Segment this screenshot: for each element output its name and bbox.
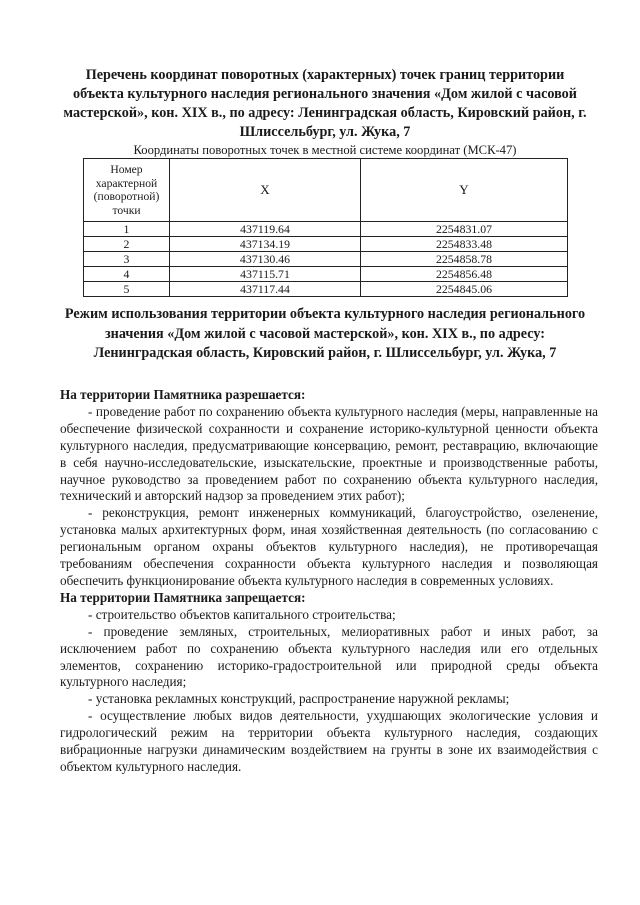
cell-x: 437134.19: [170, 237, 361, 252]
cell-y: 2254856.48: [361, 267, 568, 282]
cell-x: 437117.44: [170, 282, 361, 297]
table-row: [84, 252, 568, 267]
header-x: X: [170, 159, 361, 222]
allowed-item: - проведение работ по сохранению объекта культурного наследия (меры, направленные на обеспечение физической сохранности и сохранение историко-культурной ценности объекта культурного наследия, предусматривающие консервацию, ремонт, реставрацию, включающие в себя научно-исследовательские, изыскательские, проектные и производственные работы, научное руководство за проведением работ по сохранению объекта культурного наследия, технический и авторский надзор за проведением этих работ);: [60, 403, 598, 504]
forbidden-heading: На территории Памятника запрещается:: [60, 589, 306, 605]
table-row: [84, 222, 568, 237]
cell-y: 2254845.06: [361, 282, 568, 297]
cell-point: 2: [84, 237, 170, 252]
cell-x: 437130.46: [170, 252, 361, 267]
coords-caption: Координаты поворотных точек в местной системе координат (МСК-47): [133, 143, 517, 157]
regime-title: Режим использования территории объекта культурного наследия регионального значения «Дом жилой с часовой мастерской», кон. XIX в., по адресу: Ленинградская область, Кировский район, г. Шлиссельбург, ул. Жука, 7: [64, 306, 586, 361]
forbidden-item: - осуществление любых видов деятельности, ухудшающих экологические условия и гидрологический режим на территории объекта культурного наследия, создающих вибрационные нагрузки динамическим воздействием на грунты в зоне их взаимодействия с объектом культурного наследия.: [60, 708, 598, 774]
cell-point: 5: [84, 282, 170, 297]
forbidden-item: - строительство объектов капитального строительства;: [88, 606, 396, 622]
table-row: [84, 282, 568, 297]
cell-y: 2254858.78: [361, 252, 568, 267]
allowed-item: - реконструкция, ремонт инженерных коммуникаций, благоустройство, озеленение, установка малых архитектурных форм, иная хозяйственная деятельность (по согласованию с региональным органом охраны объектов культурного наследия), не противоречащая требованиям обеспечения сохранности объекта культурного наследия и позволяющая обеспечить функционирование объекта культурного наследия в современных условиях.: [60, 505, 598, 588]
cell-x: 437119.64: [170, 222, 361, 237]
header-y: Y: [361, 159, 568, 222]
table-row: [84, 237, 568, 252]
cell-point: 4: [84, 267, 170, 282]
cell-point: 3: [84, 252, 170, 267]
cell-point: 1: [84, 222, 170, 237]
forbidden-item: - установка рекламных конструкций, распространение наружной рекламы;: [88, 691, 510, 707]
document-title: Перечень координат поворотных (характерных) точек границ территории объекта культурного наследия регионального значения «Дом жилой с часовой мастерской», кон. XIX в., по адресу: Ленинградская область, Кировский район, г. Шлиссельбург, ул. Жука, 7: [63, 67, 587, 140]
allowed-heading: На территории Памятника разрешается:: [60, 387, 306, 402]
cell-y: 2254833.48: [361, 237, 568, 252]
table-header-row: [84, 159, 568, 222]
coordinates-table: [83, 158, 568, 297]
header-point-number: Номер характерной (поворотной) точки: [84, 159, 170, 222]
table-row: [84, 267, 568, 282]
cell-y: 2254831.07: [361, 222, 568, 237]
forbidden-item: - проведение земляных, строительных, мелиоративных работ и иных работ, за исключением работ по сохранению объекта культурного наследия или его отдельных элементов, сохранению историко-градостроительной или природной среды объекта культурного наследия;: [60, 623, 598, 690]
cell-x: 437115.71: [170, 267, 361, 282]
document-body: [60, 387, 598, 776]
